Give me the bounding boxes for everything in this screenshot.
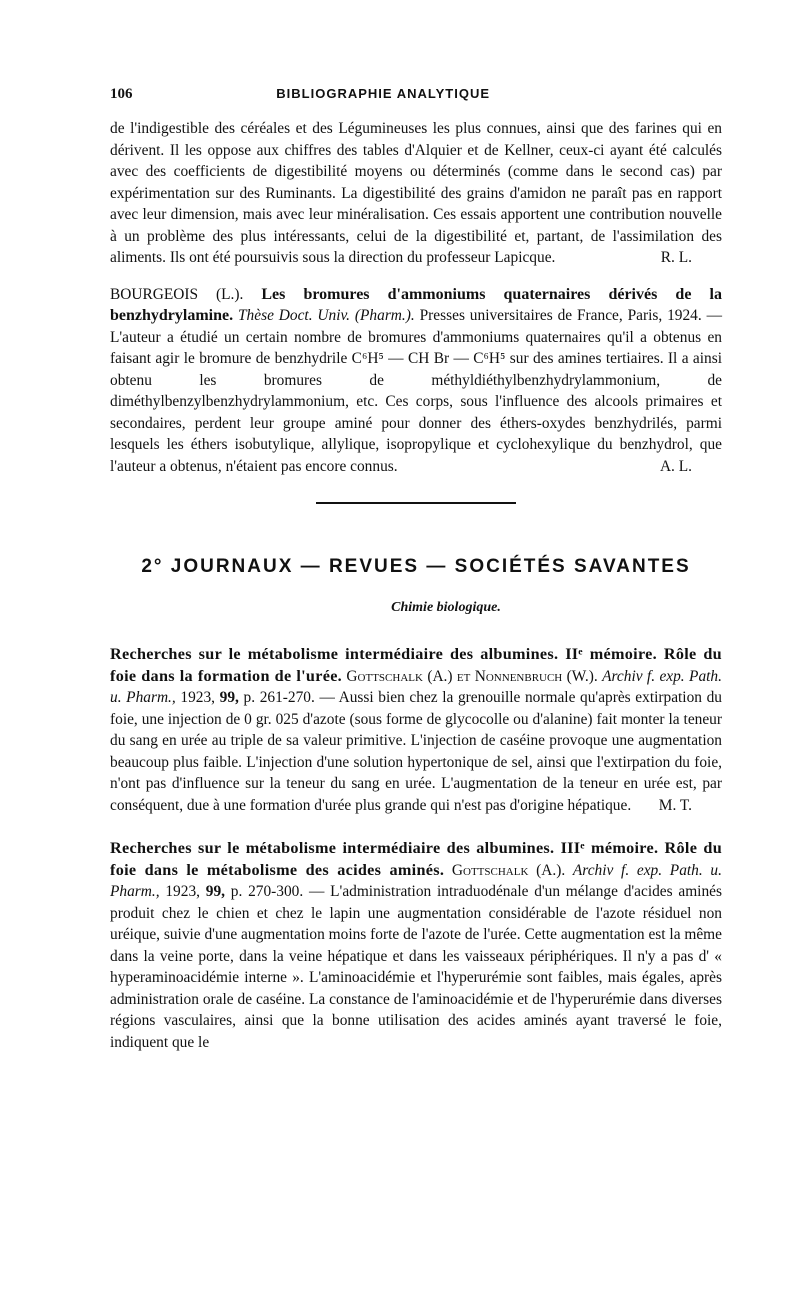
bibliography-entry-bourgeois (110, 284, 722, 478)
subsection-heading: Chimie biologique. (391, 600, 501, 615)
article-body: p. 270-300. — L'administration intraduodénale d'un mélange d'acides aminés produit chez le chien et chez le lapin une augmentation considérable de l'azote résiduel non uréique, suivie d'une augmentation moins forte de l'azote de l'urée. Cette augmentation est la même dans la veine porte, dans la veine hépatique et dans les vaisseaux périphériques. Il n'y a pas d' « hyperaminoacidémie interne ». L'aminoacidémie et l'hyperurémie sont faibles, mais égales, après administration orale de caséine. La constance de l'aminoacidémie et de l'hyperurémie dans diverses régions vasculaires, ainsi que la bonne utilisation des acides aminés ayant traversé le foie, indiquent que le (110, 883, 722, 1051)
section-divider (316, 502, 516, 504)
intro-text: de l'indigestible des céréales et des Légumineuses les plus connues, ainsi que des farines qui en dérivent. Il les oppose aux chiffres des tables d'Alquier et de Kellner, ceux-ci ayant été calculés avec des coefficients de digestibilité moyens ou déterminés (comme dans le second cas) par expérimentation sur des Ruminants. La digestibilité des grains d'amidon ne paraît pas en rapport avec leur dimension, mais avec leur minéralisation. Ces essais apportent une contribution nouvelle à un problème des plus intéressants, celui de la digestibilité et, partant, de l'assimilation des aliments. Ils ont été poursuivis sous la direction du professeur Lapicque. (110, 120, 722, 266)
article-authors: Gottschalk (A.) et Nonnenbruch (W.). (346, 667, 598, 685)
intro-paragraph (110, 118, 722, 269)
article-authors: Gottschalk (A.). (451, 861, 566, 879)
entry-author: BOURGEOIS (L.). (110, 285, 244, 303)
page (110, 86, 722, 1053)
article-volume: 99, (219, 689, 239, 706)
page-number: 106 (110, 86, 133, 102)
article-title: Recherches sur le métabolisme intermédiaire des albumines. IIIᵉ mémoire. Rôle du foie dans le métabolisme des acides aminés. (110, 839, 722, 879)
intro-signature: R. L. (660, 249, 692, 266)
entry-source: Thèse Doct. Univ. (Pharm.). (238, 307, 415, 324)
article-journal: Archiv f. exp. Path. u. Pharm., (110, 667, 722, 706)
article-volume: 99, (205, 883, 226, 900)
article-entry-2 (110, 644, 722, 816)
bourgeois-paragraph (110, 284, 722, 478)
entry-signature: A. L. (659, 457, 692, 475)
article-title: Recherches sur le métabolisme intermédiaire des albumines. IIᵉ mémoire. Rôle du foie dans la formation de l'urée. (110, 645, 722, 685)
article-journal: Archiv f. exp. Path. u. Pharm., (110, 861, 722, 900)
entry-title: Les bromures d'ammoniums quaternaires dérivés de la benzhydrylamine. (110, 285, 722, 324)
article-3-paragraph (110, 838, 722, 1053)
article-signature: M. T. (658, 796, 692, 814)
intro-paragraph-block (110, 118, 722, 269)
article-entry-3 (110, 838, 722, 1053)
running-title: BIBLIOGRAPHIE ANALYTIQUE (276, 86, 490, 101)
article-citation-year: 1923, (180, 689, 216, 706)
entry-body: Presses universitaires de France, Paris, 1924. — L'auteur a étudié un certain nombre de bromures d'ammoniums quaternaires qu'il a obtenus en faisant agir le bromure de benzhydrile C⁶H⁵ — CH Br — C⁶H⁵ sur des amines tertiaires. Il a ainsi obtenu les bromures de méthyldiéthylbenzhydrylammonium, de diméthylbenzylbenzhydrylammonium, etc. Ces corps, sous l'influence des alcools primaires et secondaires, perdent leur groupe aminé pour donner des éthers-oxydes benzhydrilés, parmi lesquels les éthers isobutylique, allylique, isopropylique et cyclohexylique du benzhydrol, que l'auteur a obtenus, n'étaient pas encore connus. (110, 307, 722, 475)
article-citation-year: 1923, (165, 883, 200, 900)
article-body: p. 261-270. — Aussi bien chez la grenouille normale qu'après extirpation du foie, une injection de 0 gr. 025 d'azote (sous forme de glycocolle ou d'alanine) fait monter la teneur du sang en urée au triple de sa valeur primitive. L'injection de caséine provoque une augmentation beaucoup plus faible. L'injection d'une solution hypertonique de sel, ainsi que l'extirpation du foie, n'ont pas d'influence sur la teneur du sang en urée. L'augmentation de la teneur en urée est, par conséquent, due à une formation d'urée plus grande qui n'est pas d'origine hépatique. (110, 689, 722, 814)
article-2-paragraph (110, 644, 722, 816)
page-header (110, 86, 722, 112)
section-heading: 2° JOURNAUX — REVUES — SOCIÉTÉS SAVANTES (141, 556, 691, 577)
